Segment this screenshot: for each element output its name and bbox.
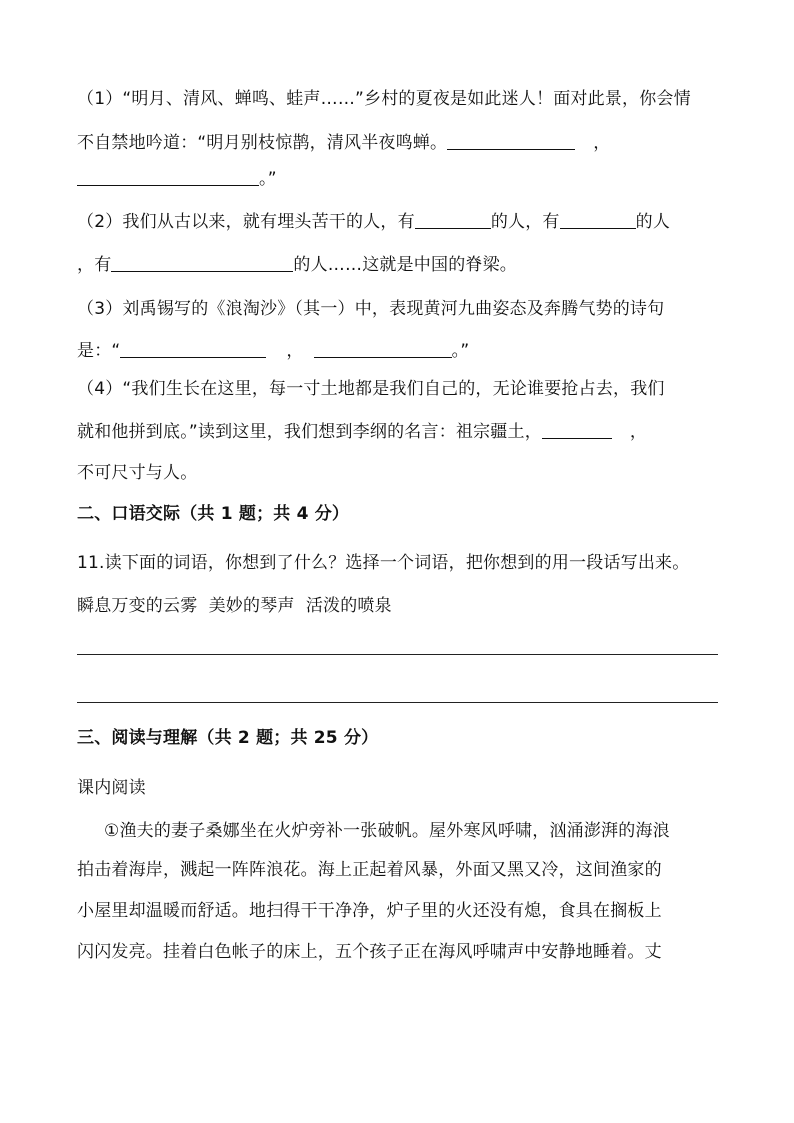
q3-sep: ， (286, 341, 304, 361)
q2-text-e: 的人……这就是中国的脊梁。 (293, 255, 518, 275)
q2-blank-2[interactable] (560, 210, 636, 229)
q1-line3 (77, 167, 722, 191)
q2-text-c: 的人 (635, 212, 671, 232)
q1-sep: ， (593, 133, 611, 153)
q3-line1 (77, 297, 722, 321)
q2-text-a: （2）我们从古以来，就有埋头苦干的人，有 (77, 212, 415, 232)
q3-end: 。” (451, 341, 470, 361)
q4-line3 (77, 461, 722, 485)
q1-blank-2[interactable] (77, 167, 259, 186)
q3-blank-1[interactable] (120, 339, 266, 358)
q1-line1 (77, 87, 722, 111)
passage-line-1: ①渔夫的妻子桑娜坐在火炉旁补一张破帆。屋外寒风呼啸，汹涌澎湃的海浪 (104, 821, 670, 841)
passage-line-2: 拍击着海岸，溅起一阵阵浪花。海上正起着风暴，外面又黑又冷，这间渔家的 (77, 860, 662, 880)
q1-text-1: （1）“明月、清风、蝉鸣、蛙声……”乡村的夏夜是如此迷人！面对此景，你会情 (77, 89, 691, 109)
q2-line1 (77, 210, 722, 234)
reading-subtitle: 课内阅读 (77, 778, 146, 798)
q2-text-d: ，有 (77, 255, 112, 275)
q4-text-b: 就和他拼到底。”读到这里，我们想到李纲的名言：祖宗疆土， (77, 422, 542, 442)
q4-line1 (77, 377, 722, 401)
answer-line-1[interactable] (77, 654, 718, 655)
q11-words: 瞬息万变的云雾 美妙的琴声 活泼的喷泉 (77, 596, 392, 616)
q2-blank-3[interactable] (111, 253, 293, 272)
q3-line2 (77, 339, 722, 363)
q4-text-c: 不可尺寸与人。 (77, 463, 198, 483)
passage-line-4: 闪闪发亮。挂着白色帐子的床上，五个孩子正在海风呼啸声中安静地睡着。丈 (77, 942, 662, 962)
q4-line2 (77, 420, 722, 444)
section3-heading: 三、阅读与理解（共 2 题；共 25 分） (77, 728, 379, 748)
q4-sep: ， (629, 422, 648, 442)
q2-line2 (77, 253, 722, 277)
q3-text-a: （3）刘禹锡写的《浪淘沙》（其一）中，表现黄河九曲姿态及奔腾气势的诗句 (77, 299, 665, 319)
q2-text-b: 的人，有 (490, 212, 560, 232)
q1-line2 (77, 131, 722, 155)
q1-text-2: 不自禁地吟道：“明月别枝惊鹊，清风半夜鸣蝉。 (77, 133, 448, 153)
answer-line-2[interactable] (77, 702, 718, 703)
q2-blank-1[interactable] (415, 210, 491, 229)
q1-end: 。” (259, 169, 277, 189)
q4-text-a: （4）“我们生长在这里，每一寸土地都是我们自己的，无论谁要抢占去，我们 (77, 379, 665, 399)
q11-prompt: 11.读下面的词语，你想到了什么？选择一个词语，把你想到的用一段话写出来。 (77, 553, 690, 573)
q4-blank-1[interactable] (542, 420, 612, 439)
q3-blank-2[interactable] (314, 339, 452, 358)
q3-text-b: 是：“ (77, 341, 121, 361)
passage-line-3: 小屋里却温暖而舒适。地扫得干干净净，炉子里的火还没有熄，食具在搁板上 (77, 901, 662, 921)
section2-heading: 二、口语交际（共 1 题；共 4 分） (77, 504, 350, 524)
q1-blank-1[interactable] (447, 131, 575, 150)
